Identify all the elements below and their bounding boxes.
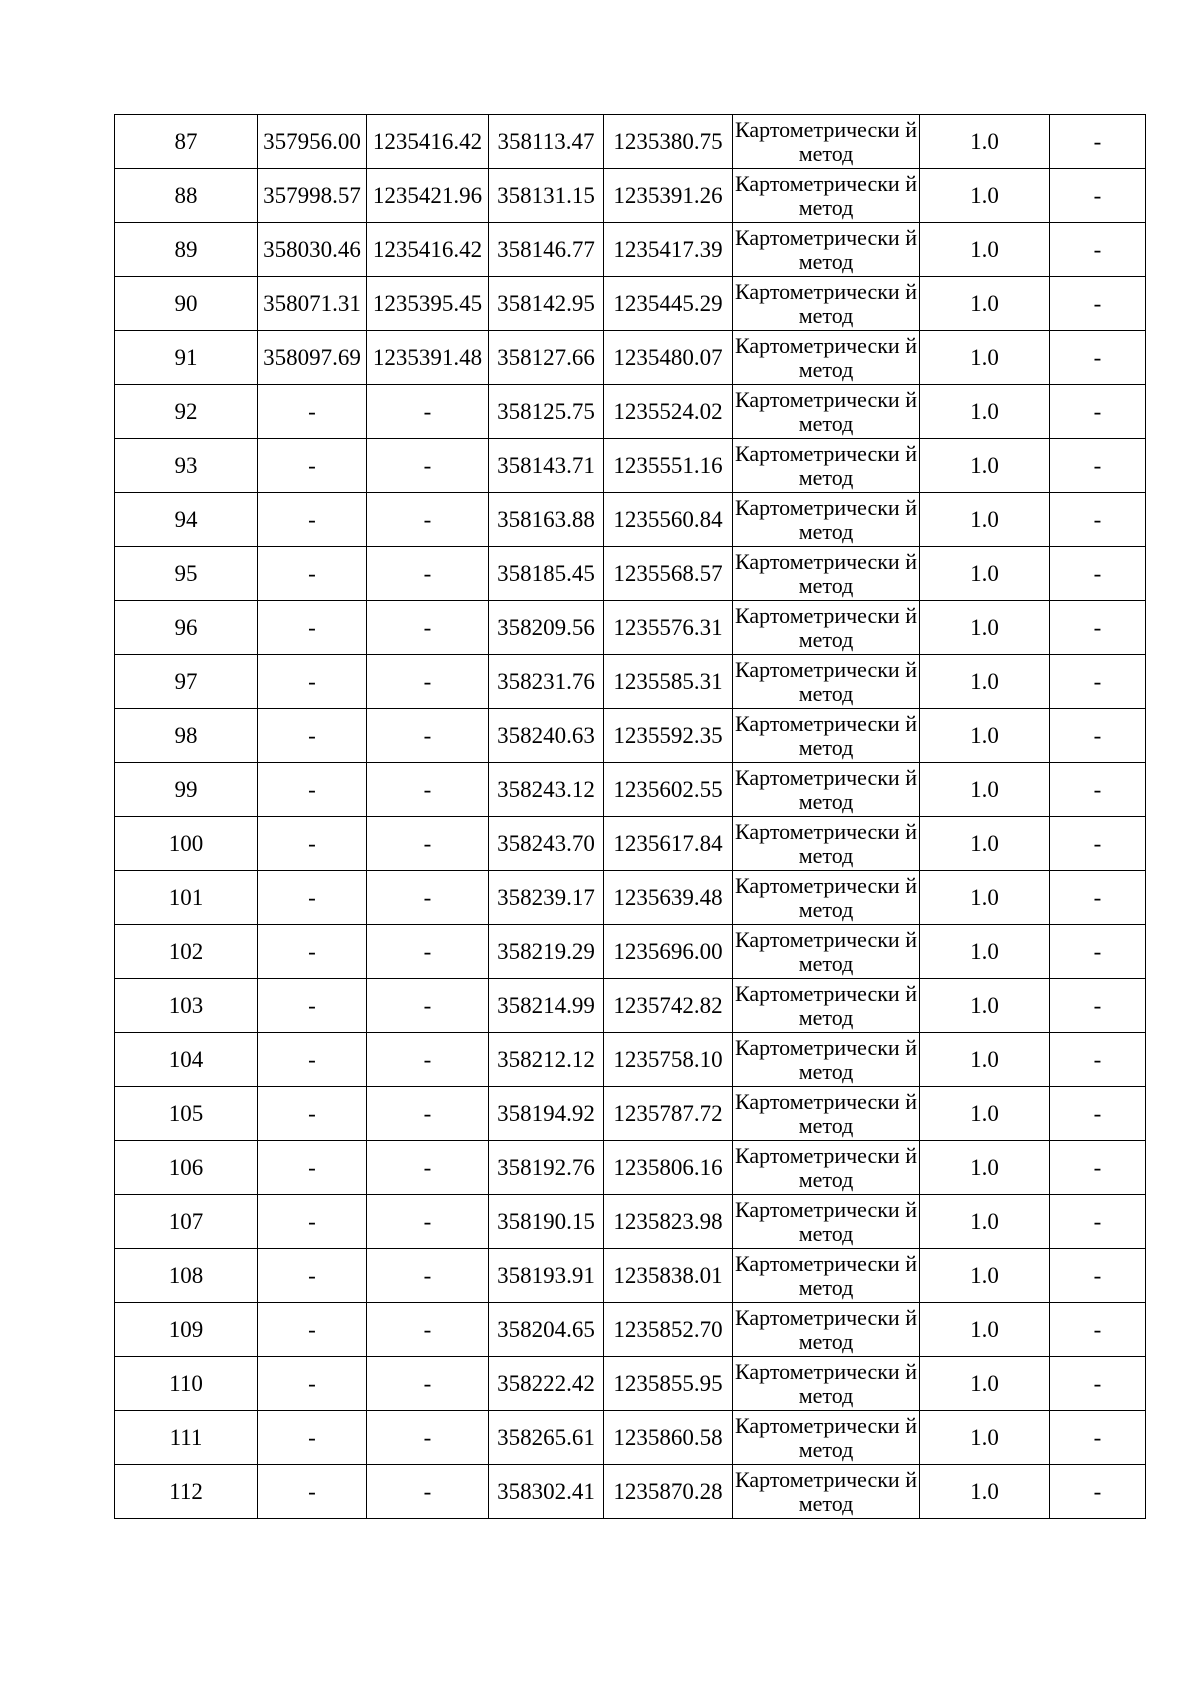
accuracy-cell: 1.0 xyxy=(920,817,1050,871)
table-row xyxy=(115,1195,1146,1249)
point-number-cell: 110 xyxy=(115,1357,258,1411)
existing-x-cell: 358030.46 xyxy=(258,223,367,277)
y-coordinate-cell: 1235576.31 xyxy=(604,601,733,655)
existing-x-cell: - xyxy=(258,493,367,547)
y-coordinate-cell: 1235855.95 xyxy=(604,1357,733,1411)
x-coordinate-cell: 358193.91 xyxy=(489,1249,604,1303)
accuracy-cell: 1.0 xyxy=(920,1087,1050,1141)
existing-y-cell: - xyxy=(367,817,489,871)
accuracy-cell: 1.0 xyxy=(920,1195,1050,1249)
y-coordinate-cell: 1235417.39 xyxy=(604,223,733,277)
description-cell: - xyxy=(1050,1087,1146,1141)
existing-y-cell: - xyxy=(367,385,489,439)
x-coordinate-cell: 358209.56 xyxy=(489,601,604,655)
description-cell: - xyxy=(1050,709,1146,763)
method-cell: Картометрически й метод xyxy=(733,1357,920,1411)
existing-x-cell: - xyxy=(258,1141,367,1195)
table-row xyxy=(115,1141,1146,1195)
point-number-cell: 103 xyxy=(115,979,258,1033)
method-cell: Картометрически й метод xyxy=(733,547,920,601)
description-cell: - xyxy=(1050,871,1146,925)
accuracy-cell: 1.0 xyxy=(920,223,1050,277)
description-cell: - xyxy=(1050,1249,1146,1303)
accuracy-cell: 1.0 xyxy=(920,763,1050,817)
point-number-cell: 101 xyxy=(115,871,258,925)
existing-y-cell: - xyxy=(367,1141,489,1195)
point-number-cell: 92 xyxy=(115,385,258,439)
description-cell: - xyxy=(1050,1357,1146,1411)
table-row xyxy=(115,385,1146,439)
x-coordinate-cell: 358142.95 xyxy=(489,277,604,331)
point-number-cell: 87 xyxy=(115,115,258,169)
description-cell: - xyxy=(1050,169,1146,223)
existing-x-cell: - xyxy=(258,817,367,871)
x-coordinate-cell: 358146.77 xyxy=(489,223,604,277)
x-coordinate-cell: 358231.76 xyxy=(489,655,604,709)
y-coordinate-cell: 1235391.26 xyxy=(604,169,733,223)
method-cell: Картометрически й метод xyxy=(733,1249,920,1303)
existing-y-cell: 1235421.96 xyxy=(367,169,489,223)
x-coordinate-cell: 358302.41 xyxy=(489,1465,604,1519)
method-cell: Картометрически й метод xyxy=(733,655,920,709)
method-cell: Картометрически й метод xyxy=(733,439,920,493)
point-number-cell: 93 xyxy=(115,439,258,493)
existing-x-cell: - xyxy=(258,1087,367,1141)
existing-x-cell: - xyxy=(258,979,367,1033)
existing-x-cell: 358097.69 xyxy=(258,331,367,385)
method-cell: Картометрически й метод xyxy=(733,331,920,385)
existing-x-cell: - xyxy=(258,1033,367,1087)
y-coordinate-cell: 1235551.16 xyxy=(604,439,733,493)
method-cell: Картометрически й метод xyxy=(733,709,920,763)
y-coordinate-cell: 1235806.16 xyxy=(604,1141,733,1195)
method-cell: Картометрически й метод xyxy=(733,871,920,925)
description-cell: - xyxy=(1050,277,1146,331)
point-number-cell: 97 xyxy=(115,655,258,709)
accuracy-cell: 1.0 xyxy=(920,709,1050,763)
description-cell: - xyxy=(1050,385,1146,439)
table-row xyxy=(115,493,1146,547)
table-row xyxy=(115,1465,1146,1519)
table-row xyxy=(115,439,1146,493)
accuracy-cell: 1.0 xyxy=(920,277,1050,331)
coordinates-table xyxy=(114,114,1146,1519)
y-coordinate-cell: 1235480.07 xyxy=(604,331,733,385)
description-cell: - xyxy=(1050,1141,1146,1195)
table-row xyxy=(115,1087,1146,1141)
existing-y-cell: - xyxy=(367,1465,489,1519)
x-coordinate-cell: 358113.47 xyxy=(489,115,604,169)
existing-y-cell: - xyxy=(367,871,489,925)
existing-x-cell: - xyxy=(258,439,367,493)
x-coordinate-cell: 358192.76 xyxy=(489,1141,604,1195)
accuracy-cell: 1.0 xyxy=(920,1411,1050,1465)
table-row xyxy=(115,817,1146,871)
point-number-cell: 91 xyxy=(115,331,258,385)
y-coordinate-cell: 1235568.57 xyxy=(604,547,733,601)
x-coordinate-cell: 358239.17 xyxy=(489,871,604,925)
table-row xyxy=(115,601,1146,655)
existing-x-cell: - xyxy=(258,709,367,763)
y-coordinate-cell: 1235592.35 xyxy=(604,709,733,763)
x-coordinate-cell: 358204.65 xyxy=(489,1303,604,1357)
method-cell: Картометрически й метод xyxy=(733,385,920,439)
accuracy-cell: 1.0 xyxy=(920,925,1050,979)
point-number-cell: 90 xyxy=(115,277,258,331)
existing-x-cell: - xyxy=(258,655,367,709)
table-row xyxy=(115,223,1146,277)
point-number-cell: 109 xyxy=(115,1303,258,1357)
description-cell: - xyxy=(1050,223,1146,277)
table-row xyxy=(115,277,1146,331)
existing-x-cell: - xyxy=(258,871,367,925)
y-coordinate-cell: 1235823.98 xyxy=(604,1195,733,1249)
description-cell: - xyxy=(1050,1465,1146,1519)
description-cell: - xyxy=(1050,439,1146,493)
accuracy-cell: 1.0 xyxy=(920,493,1050,547)
x-coordinate-cell: 358222.42 xyxy=(489,1357,604,1411)
existing-x-cell: 357998.57 xyxy=(258,169,367,223)
description-cell: - xyxy=(1050,655,1146,709)
y-coordinate-cell: 1235560.84 xyxy=(604,493,733,547)
existing-y-cell: 1235395.45 xyxy=(367,277,489,331)
existing-y-cell: 1235416.42 xyxy=(367,223,489,277)
method-cell: Картометрически й метод xyxy=(733,817,920,871)
y-coordinate-cell: 1235639.48 xyxy=(604,871,733,925)
point-number-cell: 111 xyxy=(115,1411,258,1465)
description-cell: - xyxy=(1050,1195,1146,1249)
point-number-cell: 89 xyxy=(115,223,258,277)
table-row xyxy=(115,979,1146,1033)
point-number-cell: 105 xyxy=(115,1087,258,1141)
table-row xyxy=(115,1249,1146,1303)
existing-x-cell: - xyxy=(258,1195,367,1249)
accuracy-cell: 1.0 xyxy=(920,979,1050,1033)
existing-x-cell: - xyxy=(258,1303,367,1357)
existing-y-cell: - xyxy=(367,1357,489,1411)
y-coordinate-cell: 1235445.29 xyxy=(604,277,733,331)
table-row xyxy=(115,169,1146,223)
x-coordinate-cell: 358219.29 xyxy=(489,925,604,979)
existing-y-cell: - xyxy=(367,439,489,493)
description-cell: - xyxy=(1050,979,1146,1033)
description-cell: - xyxy=(1050,1033,1146,1087)
table-row xyxy=(115,547,1146,601)
point-number-cell: 112 xyxy=(115,1465,258,1519)
x-coordinate-cell: 358240.63 xyxy=(489,709,604,763)
existing-x-cell: - xyxy=(258,1465,367,1519)
point-number-cell: 94 xyxy=(115,493,258,547)
point-number-cell: 99 xyxy=(115,763,258,817)
table-row xyxy=(115,1033,1146,1087)
method-cell: Картометрически й метод xyxy=(733,169,920,223)
x-coordinate-cell: 358127.66 xyxy=(489,331,604,385)
table-body xyxy=(115,115,1146,1519)
existing-y-cell: - xyxy=(367,1195,489,1249)
description-cell: - xyxy=(1050,1303,1146,1357)
accuracy-cell: 1.0 xyxy=(920,115,1050,169)
x-coordinate-cell: 358265.61 xyxy=(489,1411,604,1465)
existing-y-cell: 1235391.48 xyxy=(367,331,489,385)
existing-x-cell: - xyxy=(258,763,367,817)
existing-x-cell: - xyxy=(258,1249,367,1303)
existing-y-cell: - xyxy=(367,1249,489,1303)
accuracy-cell: 1.0 xyxy=(920,439,1050,493)
accuracy-cell: 1.0 xyxy=(920,1141,1050,1195)
existing-y-cell: - xyxy=(367,1087,489,1141)
description-cell: - xyxy=(1050,817,1146,871)
table-row xyxy=(115,763,1146,817)
accuracy-cell: 1.0 xyxy=(920,1357,1050,1411)
method-cell: Картометрически й метод xyxy=(733,115,920,169)
existing-y-cell: - xyxy=(367,1411,489,1465)
accuracy-cell: 1.0 xyxy=(920,871,1050,925)
existing-y-cell: - xyxy=(367,493,489,547)
point-number-cell: 104 xyxy=(115,1033,258,1087)
existing-y-cell: - xyxy=(367,1303,489,1357)
y-coordinate-cell: 1235585.31 xyxy=(604,655,733,709)
x-coordinate-cell: 358125.75 xyxy=(489,385,604,439)
existing-x-cell: - xyxy=(258,601,367,655)
table-row xyxy=(115,709,1146,763)
description-cell: - xyxy=(1050,763,1146,817)
table-row xyxy=(115,331,1146,385)
table-row xyxy=(115,115,1146,169)
point-number-cell: 106 xyxy=(115,1141,258,1195)
y-coordinate-cell: 1235852.70 xyxy=(604,1303,733,1357)
description-cell: - xyxy=(1050,601,1146,655)
method-cell: Картометрически й метод xyxy=(733,1303,920,1357)
point-number-cell: 98 xyxy=(115,709,258,763)
description-cell: - xyxy=(1050,547,1146,601)
existing-x-cell: - xyxy=(258,1357,367,1411)
table-row xyxy=(115,925,1146,979)
y-coordinate-cell: 1235617.84 xyxy=(604,817,733,871)
method-cell: Картометрически й метод xyxy=(733,223,920,277)
y-coordinate-cell: 1235524.02 xyxy=(604,385,733,439)
x-coordinate-cell: 358243.12 xyxy=(489,763,604,817)
method-cell: Картометрически й метод xyxy=(733,601,920,655)
existing-x-cell: - xyxy=(258,547,367,601)
existing-y-cell: - xyxy=(367,655,489,709)
existing-y-cell: - xyxy=(367,547,489,601)
y-coordinate-cell: 1235860.58 xyxy=(604,1411,733,1465)
x-coordinate-cell: 358143.71 xyxy=(489,439,604,493)
y-coordinate-cell: 1235380.75 xyxy=(604,115,733,169)
point-number-cell: 108 xyxy=(115,1249,258,1303)
existing-x-cell: - xyxy=(258,385,367,439)
table-row xyxy=(115,655,1146,709)
accuracy-cell: 1.0 xyxy=(920,1303,1050,1357)
existing-x-cell: - xyxy=(258,1411,367,1465)
method-cell: Картометрически й метод xyxy=(733,277,920,331)
point-number-cell: 96 xyxy=(115,601,258,655)
table-row xyxy=(115,871,1146,925)
x-coordinate-cell: 358212.12 xyxy=(489,1033,604,1087)
existing-y-cell: - xyxy=(367,709,489,763)
existing-y-cell: - xyxy=(367,601,489,655)
method-cell: Картометрически й метод xyxy=(733,1411,920,1465)
accuracy-cell: 1.0 xyxy=(920,331,1050,385)
x-coordinate-cell: 358185.45 xyxy=(489,547,604,601)
method-cell: Картометрически й метод xyxy=(733,763,920,817)
description-cell: - xyxy=(1050,331,1146,385)
x-coordinate-cell: 358163.88 xyxy=(489,493,604,547)
method-cell: Картометрически й метод xyxy=(733,1141,920,1195)
y-coordinate-cell: 1235602.55 xyxy=(604,763,733,817)
existing-x-cell: - xyxy=(258,925,367,979)
method-cell: Картометрически й метод xyxy=(733,925,920,979)
y-coordinate-cell: 1235758.10 xyxy=(604,1033,733,1087)
method-cell: Картометрически й метод xyxy=(733,979,920,1033)
existing-x-cell: 358071.31 xyxy=(258,277,367,331)
accuracy-cell: 1.0 xyxy=(920,1465,1050,1519)
y-coordinate-cell: 1235742.82 xyxy=(604,979,733,1033)
accuracy-cell: 1.0 xyxy=(920,1033,1050,1087)
x-coordinate-cell: 358131.15 xyxy=(489,169,604,223)
method-cell: Картометрически й метод xyxy=(733,1195,920,1249)
description-cell: - xyxy=(1050,1411,1146,1465)
point-number-cell: 95 xyxy=(115,547,258,601)
accuracy-cell: 1.0 xyxy=(920,601,1050,655)
method-cell: Картометрически й метод xyxy=(733,1033,920,1087)
method-cell: Картометрически й метод xyxy=(733,1465,920,1519)
y-coordinate-cell: 1235838.01 xyxy=(604,1249,733,1303)
method-cell: Картометрически й метод xyxy=(733,493,920,547)
x-coordinate-cell: 358190.15 xyxy=(489,1195,604,1249)
x-coordinate-cell: 358214.99 xyxy=(489,979,604,1033)
x-coordinate-cell: 358194.92 xyxy=(489,1087,604,1141)
existing-y-cell: - xyxy=(367,979,489,1033)
point-number-cell: 102 xyxy=(115,925,258,979)
existing-y-cell: - xyxy=(367,763,489,817)
description-cell: - xyxy=(1050,925,1146,979)
x-coordinate-cell: 358243.70 xyxy=(489,817,604,871)
y-coordinate-cell: 1235696.00 xyxy=(604,925,733,979)
table-row xyxy=(115,1357,1146,1411)
table-row xyxy=(115,1303,1146,1357)
method-cell: Картометрически й метод xyxy=(733,1087,920,1141)
accuracy-cell: 1.0 xyxy=(920,169,1050,223)
description-cell: - xyxy=(1050,493,1146,547)
accuracy-cell: 1.0 xyxy=(920,385,1050,439)
existing-y-cell: - xyxy=(367,925,489,979)
accuracy-cell: 1.0 xyxy=(920,547,1050,601)
point-number-cell: 107 xyxy=(115,1195,258,1249)
table-row xyxy=(115,1411,1146,1465)
existing-y-cell: - xyxy=(367,1033,489,1087)
existing-x-cell: 357956.00 xyxy=(258,115,367,169)
existing-y-cell: 1235416.42 xyxy=(367,115,489,169)
accuracy-cell: 1.0 xyxy=(920,655,1050,709)
accuracy-cell: 1.0 xyxy=(920,1249,1050,1303)
y-coordinate-cell: 1235787.72 xyxy=(604,1087,733,1141)
y-coordinate-cell: 1235870.28 xyxy=(604,1465,733,1519)
description-cell: - xyxy=(1050,115,1146,169)
point-number-cell: 88 xyxy=(115,169,258,223)
point-number-cell: 100 xyxy=(115,817,258,871)
